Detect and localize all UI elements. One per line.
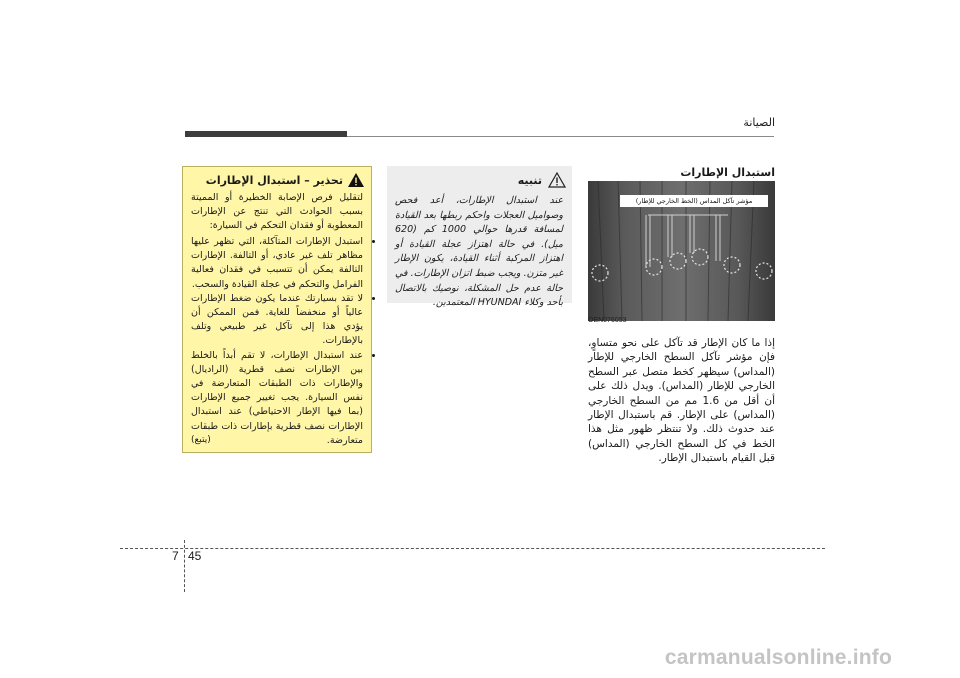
warning-triangle-icon: [347, 172, 365, 188]
warning-title: تحذير – استبدال الإطارات: [205, 174, 343, 187]
warning-list: [191, 235, 375, 448]
notice-title: تنبيه: [517, 174, 542, 187]
warning-box: [182, 166, 372, 453]
tire-tread-image: [588, 181, 775, 321]
header-rule-accent: [185, 131, 347, 137]
warning-item: • عند استبدال الإطارات، لا تقم أبداً بالخلط بين الإطارات نصف قطرية (الراديال) والإطارات ذات الطبقات المتعارضة في نفس السيارة. يجب تغيير جميع الإطارات (بما فيها الإطار الاحتياطي) عند استبدال الإطارات نصف قطرية بإطارات ذات طبقات متعارضة.: [191, 349, 363, 448]
tire-image-caption: مؤشر تآكل المداس (الخط الخارجي للإطار): [620, 195, 768, 207]
header-section-title: الصيانة: [743, 116, 775, 129]
chapter-number: 7: [172, 549, 179, 563]
section-heading: استبدال الإطارات: [680, 166, 775, 179]
watermark: carmanualsonline.info: [664, 646, 892, 669]
footer-divider: [184, 540, 185, 592]
warning-item: • لا تقد بسيارتك عندما يكون ضغط الإطارات عالياً أو منخفضاً للغاية. فمن الممكن أن يؤدي هذا إلى تآكل غير طبيعي وتلف بالإطارات.: [191, 292, 363, 349]
warning-item: • استبدل الإطارات المتآكلة، التي تظهر عليها مظاهر تلف غير عادي، أو التالفة. الإطارات التالفة يمكن أن تتسبب في فقدان فعالية الفرامل والتحكم في عجلة القيادة والسحب.: [191, 235, 363, 292]
section-body-text: إذا ما كان الإطار قد تآكل على نحو متساوٍ، فإن مؤشر تآكل السطح الخارجي للإطار (المداس) سيظهر كخط متصل عبر السطح الخارجي للإطار (المداس). ويدل ذلك على أن أقل من 1.6 مم من السطح الخارجي (المداس) على الإطار. قم باستبدال الإطار عند حدوث ذلك. ولا تنتظر ظهور مثل هذا الخط في كل السطح الخارجي (المداس) قبل القيام باستبدال الإطار.: [588, 337, 775, 465]
caution-triangle-icon: [548, 172, 566, 188]
warning-intro: لتقليل فرص الإصابة الخطيرة أو المميتة بسبب الحوادث التي تنتج عن الإطارات المعطوبة أو فقدان التحكم في السيارة:: [191, 192, 363, 232]
footer-rule: [120, 548, 825, 549]
continued-label: (يتبع): [191, 435, 211, 445]
notice-body: عند استبدال الإطارات، أعد فحص وصواميل العجلات واحكم ربطها بعد القيادة لمسافة قدرها حوالي 1000 كم (620 ميل). في حالة اهتزاز عجلة القيادة أو اهتزاز المركبة أثناء القيادة، يكون الإطار غير متزن. ويجب ضبط اتزان الإطارات. في حالة عدم حل المشكلة، نوصيك بالاتصال بأحد وكلاء HYUNDAI المعتمدين.: [395, 195, 564, 309]
notice-box: [387, 166, 572, 309]
page-number: 45: [188, 549, 202, 563]
image-code: OEN076053: [588, 317, 627, 324]
